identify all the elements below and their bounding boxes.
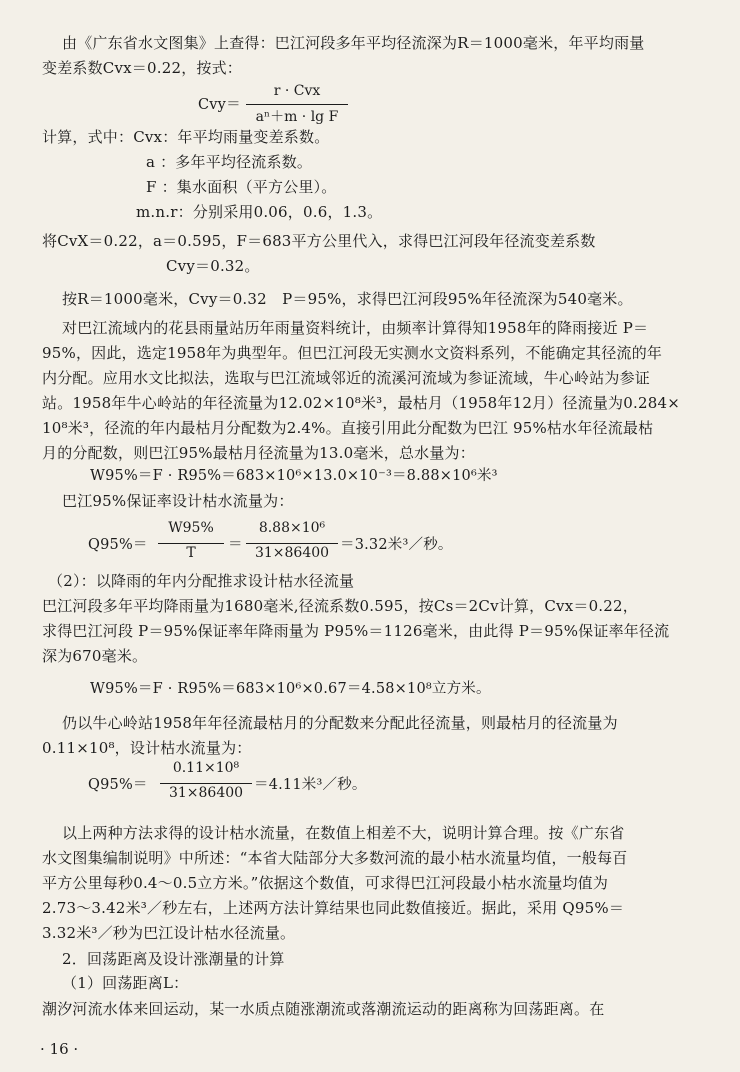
formula3-rhs: ＝4.11米³／秒。 — [254, 777, 367, 793]
text-line: 10⁸米³，径流的年内最枯月分配数为2.4%。直接引用此分配数为巴江 95%枯水年径流最枯 — [42, 419, 654, 437]
page-number: · 16 · — [40, 1040, 79, 1058]
formula1-numerator: r · Cvx — [273, 83, 321, 99]
fraction-bar — [160, 783, 252, 784]
text-line: 站。1958年牛心岭站的年径流量为12.02×10⁸米³，最枯月（1958年12月）径流量为0.284× — [42, 394, 680, 412]
text-line: F ：集水面积（平方公里）。 — [146, 178, 337, 196]
formula3-denominator: 31×86400 — [168, 785, 244, 801]
text-line: 对巴江流域内的花县雨量站历年雨量资料统计，由频率计算得知1958年的降雨接近 P＝ — [62, 319, 649, 337]
section-heading: （2）：以降雨的年内分配推求设计枯水径流量 — [48, 572, 355, 590]
formula2-numerator-2: 8.88×10⁶ — [258, 520, 326, 536]
text-line: 巴江河段多年平均降雨量为1680毫米,径流系数0.595，按Cs＝2Cv计算，Cvx＝0.22， — [42, 597, 638, 615]
text-line: 2.73～3.42米³／秒左右，上述两方法计算结果也同此数值接近。据此，采用 Q95%＝ — [42, 899, 625, 917]
text-line: 以上两种方法求得的设计枯水流量，在数值上相差不大，说明计算合理。按《广东省 — [62, 824, 625, 842]
formula2-equals: ＝ — [228, 537, 243, 553]
text-line: 变差系数Cvx＝0.22，按式： — [42, 59, 243, 77]
text-line: 将CvX＝0.22，a＝0.595，F＝683平方公里代入，求得巴江河段年径流变差系数 — [42, 232, 596, 250]
text-line: 水文图集编制说明》中所述：“本省大陆部分大多数河流的最小枯水流量均值，一般每百 — [42, 849, 628, 867]
text-line: 求得巴江河段 P＝95%保证率年降雨量为 P95%＝1126毫米，由此得 P＝95%保证率年径流 — [42, 622, 670, 640]
subsection-heading: （1）回荡距离L： — [62, 974, 189, 992]
formula2-denominator-1: T — [186, 545, 196, 561]
text-line: a ：多年平均径流系数。 — [146, 153, 313, 171]
text-line: 月的分配数，则巴江95%最枯月径流量为13.0毫米，总水量为： — [42, 444, 475, 462]
text-line: 0.11×10⁸，设计枯水流量为： — [42, 739, 252, 757]
text-line: 计算，式中：Cvx：年平均雨量变差系数。 — [42, 128, 330, 146]
text-line: 深为670毫米。 — [42, 647, 148, 665]
formula1-denominator: aⁿ＋m · lg F — [255, 109, 339, 125]
formula2-rhs: ＝3.32米³／秒。 — [340, 537, 453, 553]
text-line: 按R＝1000毫米，Cvy＝0.32 P＝95%，求得巴江河段95%年径流深为540毫米。 — [62, 290, 633, 308]
fraction-bar — [246, 104, 348, 105]
text-line: Cvy＝0.32。 — [166, 257, 260, 275]
equation-line: W95%＝F · R95%＝683×10⁶×13.0×10⁻³＝8.88×10⁶米³ — [90, 468, 498, 484]
equation-line: W95%＝F · R95%＝683×10⁶×0.67＝4.58×10⁸立方米。 — [90, 681, 491, 697]
formula3-lhs: Q95%＝ — [88, 777, 148, 793]
text-line: 3.32米³／秒为巴江设计枯水径流量。 — [42, 924, 296, 942]
formula2-numerator-1: W95% — [168, 520, 214, 536]
text-line: 仍以牛心岭站1958年年径流最枯月的分配数来分配此径流量，则最枯月的径流量为 — [62, 714, 618, 732]
formula1-lhs: Cvy＝ — [198, 97, 241, 113]
fraction-bar — [158, 543, 224, 544]
formula2-lhs: Q95%＝ — [88, 537, 148, 553]
text-line: 内分配。应用水文比拟法，选取与巴江流域邻近的流溪河流域为参证流域，牛心岭站为参证 — [42, 369, 651, 387]
text-line: m.n.r：分别采用0.06，0.6，1.3。 — [136, 203, 383, 221]
formula3-numerator: 0.11×10⁸ — [172, 760, 240, 776]
text-line: 平方公里每秒0.4～0.5立方米。”依据这个数值，可求得巴江河段最小枯水流量均值为 — [42, 874, 609, 892]
formula2-denominator-2: 31×86400 — [254, 545, 330, 561]
text-line: 巴江95%保证率设计枯水流量为： — [62, 492, 294, 510]
text-line: 由《广东省水文图集》上查得：巴江河段多年平均径流深为R＝1000毫米，年平均雨量 — [62, 34, 645, 52]
text-line: 95%，因此，选定1958年为典型年。但巴江河段无实测水文资料系列，不能确定其径流的年 — [42, 344, 663, 362]
fraction-bar — [246, 543, 338, 544]
text-line: 潮汐河流水体来回运动，某一水质点随涨潮流或落潮流运动的距离称为回荡距离。在 — [42, 1000, 605, 1018]
section-heading: 2．回荡距离及设计涨潮量的计算 — [62, 950, 285, 968]
